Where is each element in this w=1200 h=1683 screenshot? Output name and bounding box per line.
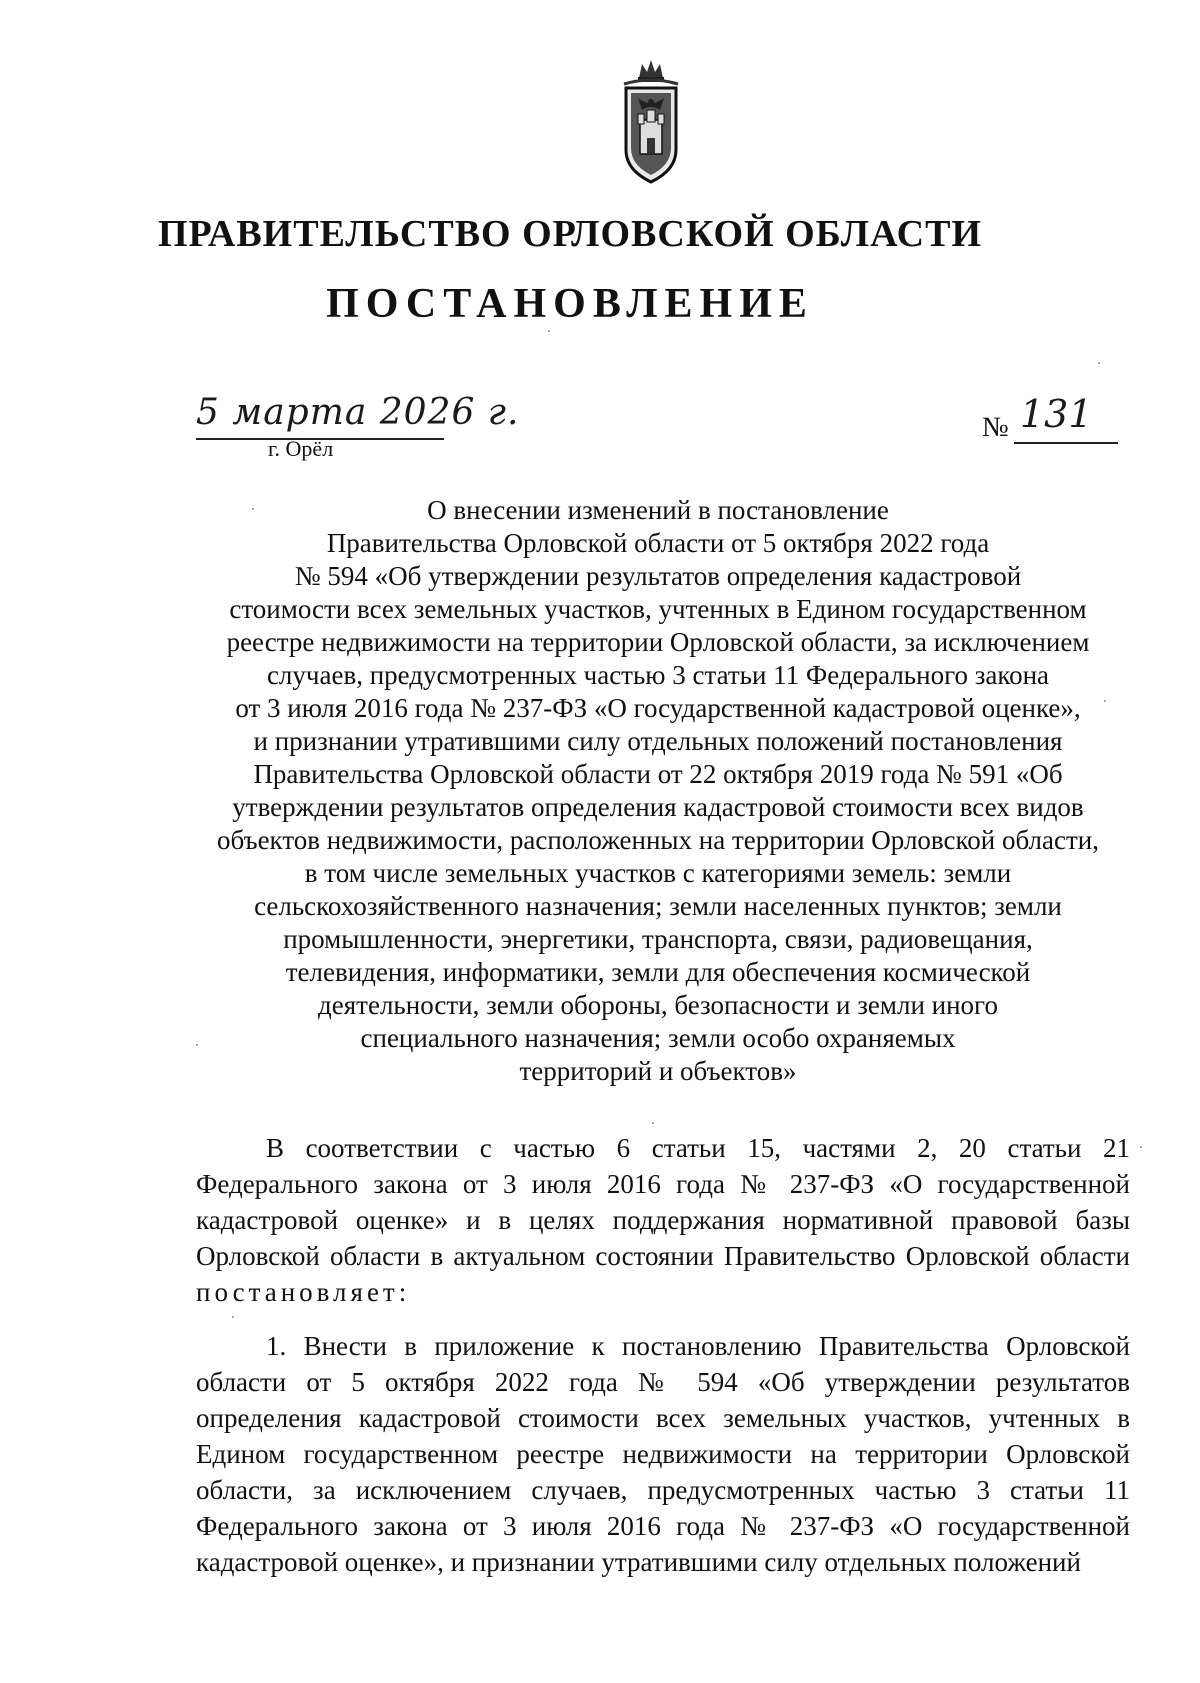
scan-speck [232,1316,234,1318]
title-line: деятельности, земли обороны, безопасности и земли иного [318,990,998,1020]
title-line: телевидения, информатики, земли для обеспечения космической [285,957,1031,987]
title-line: стоимости всех земельных участков, учтенных в Едином государственном [229,594,1087,624]
title-line: № 594 «Об утверждении результатов определения кадастровой [294,561,1022,591]
title-line: О внесении изменений в постановление [427,495,889,525]
title-line: реестре недвижимости на территории Орловской области, за исключением [226,627,1090,657]
title-line: и признании утратившими силу отдельных положений постановления [253,726,1063,756]
scan-speck [1104,700,1106,702]
resolves-verb: постановляет: [196,1277,411,1307]
orel-oblast-coat-of-arms-icon [618,58,684,186]
organization-name: ПРАВИТЕЛЬСТВО ОРЛОВСКОЙ ОБЛАСТИ [157,213,983,255]
city: г. Орёл [268,436,334,461]
title-line: утверждении результатов определения кадастровой стоимости всех видов [232,792,1084,822]
number-sign: № [982,412,1009,443]
preamble-text: В соответствии с частью 6 статьи 15, частями 2, 20 статьи 21 Федерального закона от 3 июля 2016 года № 237-ФЗ «О государственной кадастровой оценке» и в целях поддержания нормативной правовой базы Орловской области в актуальном состоянии Правительство Орловской области [196,1133,1130,1271]
title-line: территорий и объектов» [519,1056,797,1086]
scan-speck [196,1044,198,1046]
handwritten-number: 131 [1020,392,1093,436]
scan-speck [548,330,550,332]
title-line: от 3 июля 2016 года № 237-ФЗ «О государственной кадастровой оценке», [235,693,1081,723]
scan-speck [1140,1146,1142,1148]
document-title [186,494,1130,1088]
scan-speck [252,508,254,510]
title-line: в том числе земельных участков с категориями земель: земли [304,858,1012,888]
clause-1-paragraph: 1. Внести в приложение к постановлению Правительства Орловской области от 5 октября 2022 года № 594 «Об утверждении результатов определения кадастровой стоимости всех земельных участков, учтенных в Едином государственном реестре недвижимости на территории Орловской области, за исключением случаев, предусмотренных частью 3 статьи 11 Федерального закона от 3 июля 2016 года № 237-ФЗ «О государственной кадастровой оценке», и признании утратившими силу отдельных положений [196,1331,1130,1577]
title-line: промышленности, энергетики, транспорта, связи, радиовещания, [283,924,1033,954]
title-line: сельскохозяйственного назначения; земли населенных пунктов; земли [254,891,1062,921]
handwritten-date: 5 марта 2026 г. [196,392,520,433]
scan-speck [652,1122,654,1124]
number-underline [1014,442,1118,444]
title-line: Правительства Орловской области от 5 октября 2022 года [326,528,990,558]
title-line: объектов недвижимости, расположенных на территории Орловской области, [217,825,1099,855]
preamble-paragraph [196,1130,1130,1310]
title-line: случаев, предусмотренных частью 3 статьи 11 Федерального закона [266,660,1050,690]
title-line: Правительства Орловской области от 22 октября 2019 года № 591 «Об [253,759,1063,789]
title-line: специального назначения; земли особо охраняемых [360,1023,956,1053]
document-type: ПОСТАНОВЛЕНИЕ [326,281,814,327]
scan-speck [1098,362,1100,364]
